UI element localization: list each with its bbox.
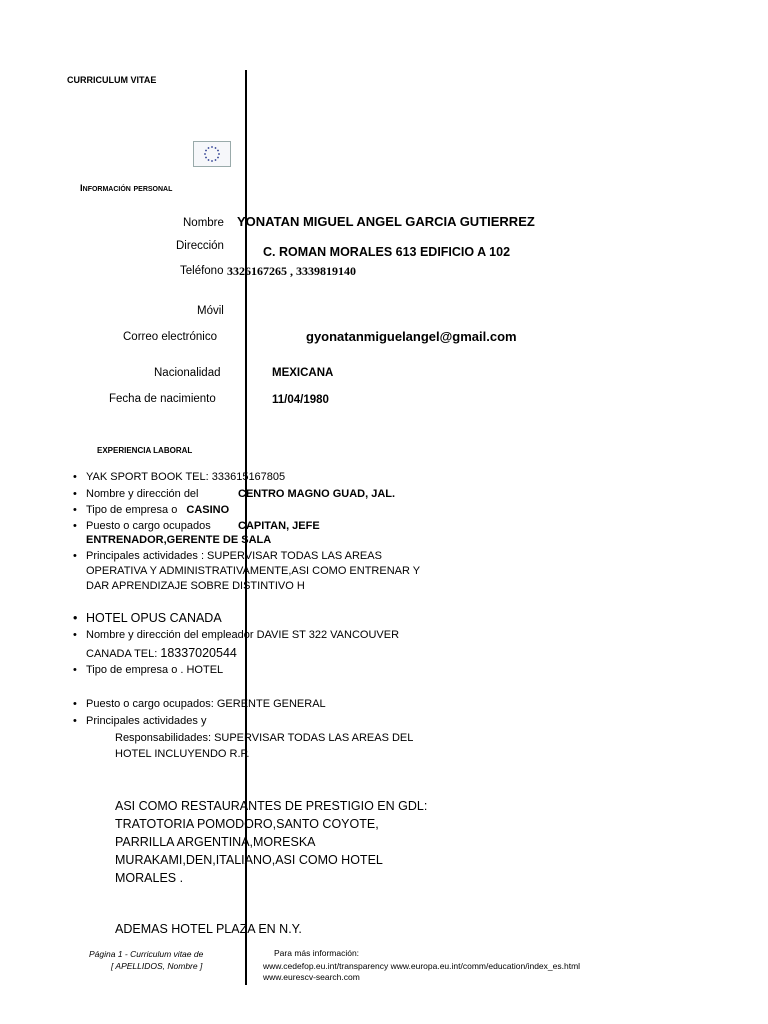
job2-para-3: PARRILLA ARGENTINA,MORESKA: [115, 835, 316, 849]
movil-label: Móvil: [197, 305, 224, 317]
nacionalidad-value: MEXICANA: [272, 367, 334, 379]
job2-resp-1: Responsabilidades: SUPERVISAR TODAS LAS AREAS DEL: [115, 732, 414, 744]
job1-company: • YAK SPORT BOOK TEL: 333615167805: [86, 471, 285, 483]
job2-company: • HOTEL OPUS CANADA: [86, 611, 222, 625]
job1-puesto-label: Puesto o cargo ocupados: [86, 520, 211, 532]
nacionalidad-label: Nacionalidad: [154, 367, 221, 379]
footer-page-label-2: [ APELLIDOS, Nombre ]: [111, 961, 203, 971]
job1-puesto-value-2: ENTRENADOR,GERENTE DE SALA: [86, 534, 272, 546]
job1-nombre-dir-label: Nombre y dirección del: [86, 488, 199, 500]
nombre-label: Nombre: [183, 217, 224, 229]
job2-puesto: • Puesto o cargo ocupados: GERENTE GENERAL: [86, 698, 326, 710]
job2-tipo: • Tipo de empresa o . HOTEL: [86, 664, 223, 676]
telefono-value: 3326167265 , 3339819140: [227, 264, 356, 278]
fecha-label: Fecha de nacimiento: [109, 393, 216, 405]
cv-title: CURRICULUM VITAE: [67, 75, 157, 85]
fecha-value: 11/04/1980: [272, 394, 329, 406]
nombre-value: YONATAN MIGUEL ANGEL GARCIA GUTIERREZ: [237, 214, 535, 229]
eu-flag-icon: [193, 141, 231, 167]
job2-para-2: TRATOTORIA POMODORO,SANTO COYOTE,: [115, 817, 379, 831]
footer-info-label: Para más información:: [274, 948, 360, 958]
job2-para-6: ADEMAS HOTEL PLAZA EN N.Y.: [115, 922, 302, 936]
job1-tipo-value: CASINO: [186, 504, 230, 516]
job1-nombre-dir-value: CENTRO MAGNO GUAD, JAL.: [238, 488, 396, 500]
job2-canada-tel-label: CANADA TEL:: [86, 648, 158, 660]
footer-info-links-2[interactable]: www.eurescv-search.com: [263, 972, 360, 982]
job1-actividades-1: • Principales actividades : SUPERVISAR TODAS LAS AREAS: [86, 550, 382, 562]
job1-tipo: [86, 504, 229, 516]
telefono-label: Teléfono: [180, 265, 224, 277]
job2-resp-2: HOTEL INCLUYENDO R.P.: [115, 748, 250, 760]
correo-label: Correo electrónico: [123, 331, 217, 343]
job2-para-5: MORALES .: [115, 871, 184, 885]
job1-actividades-2: OPERATIVA Y ADMINISTRATIVAMENTE,ASI COMO ENTRENAR Y: [86, 565, 421, 577]
job1-puesto-value-1: CAPITAN, JEFE: [238, 520, 320, 532]
job2-nombre-dir: • Nombre y dirección del empleador DAVIE ST 322 VANCOUVER: [86, 629, 399, 641]
job1-nombre-dir: [86, 488, 199, 500]
direccion-label: Dirección: [176, 240, 224, 252]
direccion-value: C. ROMAN MORALES 613 EDIFICIO A 102: [263, 245, 511, 259]
job2-canada-tel: [86, 646, 237, 660]
job1-puesto: [86, 520, 211, 532]
job2-para-4: MURAKAMI,DEN,ITALIANO,ASI COMO HOTEL: [115, 853, 383, 867]
job2-para-1: ASI COMO RESTAURANTES DE PRESTIGIO EN GDL:: [115, 799, 428, 813]
correo-value: gyonatanmiguelangel@gmail.com: [306, 329, 517, 344]
footer-info-links-1[interactable]: www.cedefop.eu.int/transparency www.europa.eu.int/comm/education/index_es.html: [263, 961, 581, 971]
section-experience-title: EXPERIENCIA LABORAL: [97, 446, 193, 455]
section-personal-title: Información personal: [80, 183, 173, 194]
job1-actividades-3: DAR APRENDIZAJE SOBRE DISTINTIVO H: [86, 580, 305, 592]
job2-actividades-label: • Principales actividades y: [86, 715, 206, 727]
job1-tipo-label: Tipo de empresa o: [86, 504, 178, 516]
footer-page-label-1: Página 1 - Curriculum vitae de: [89, 949, 204, 959]
job2-canada-tel-value: 18337020544: [160, 646, 237, 660]
